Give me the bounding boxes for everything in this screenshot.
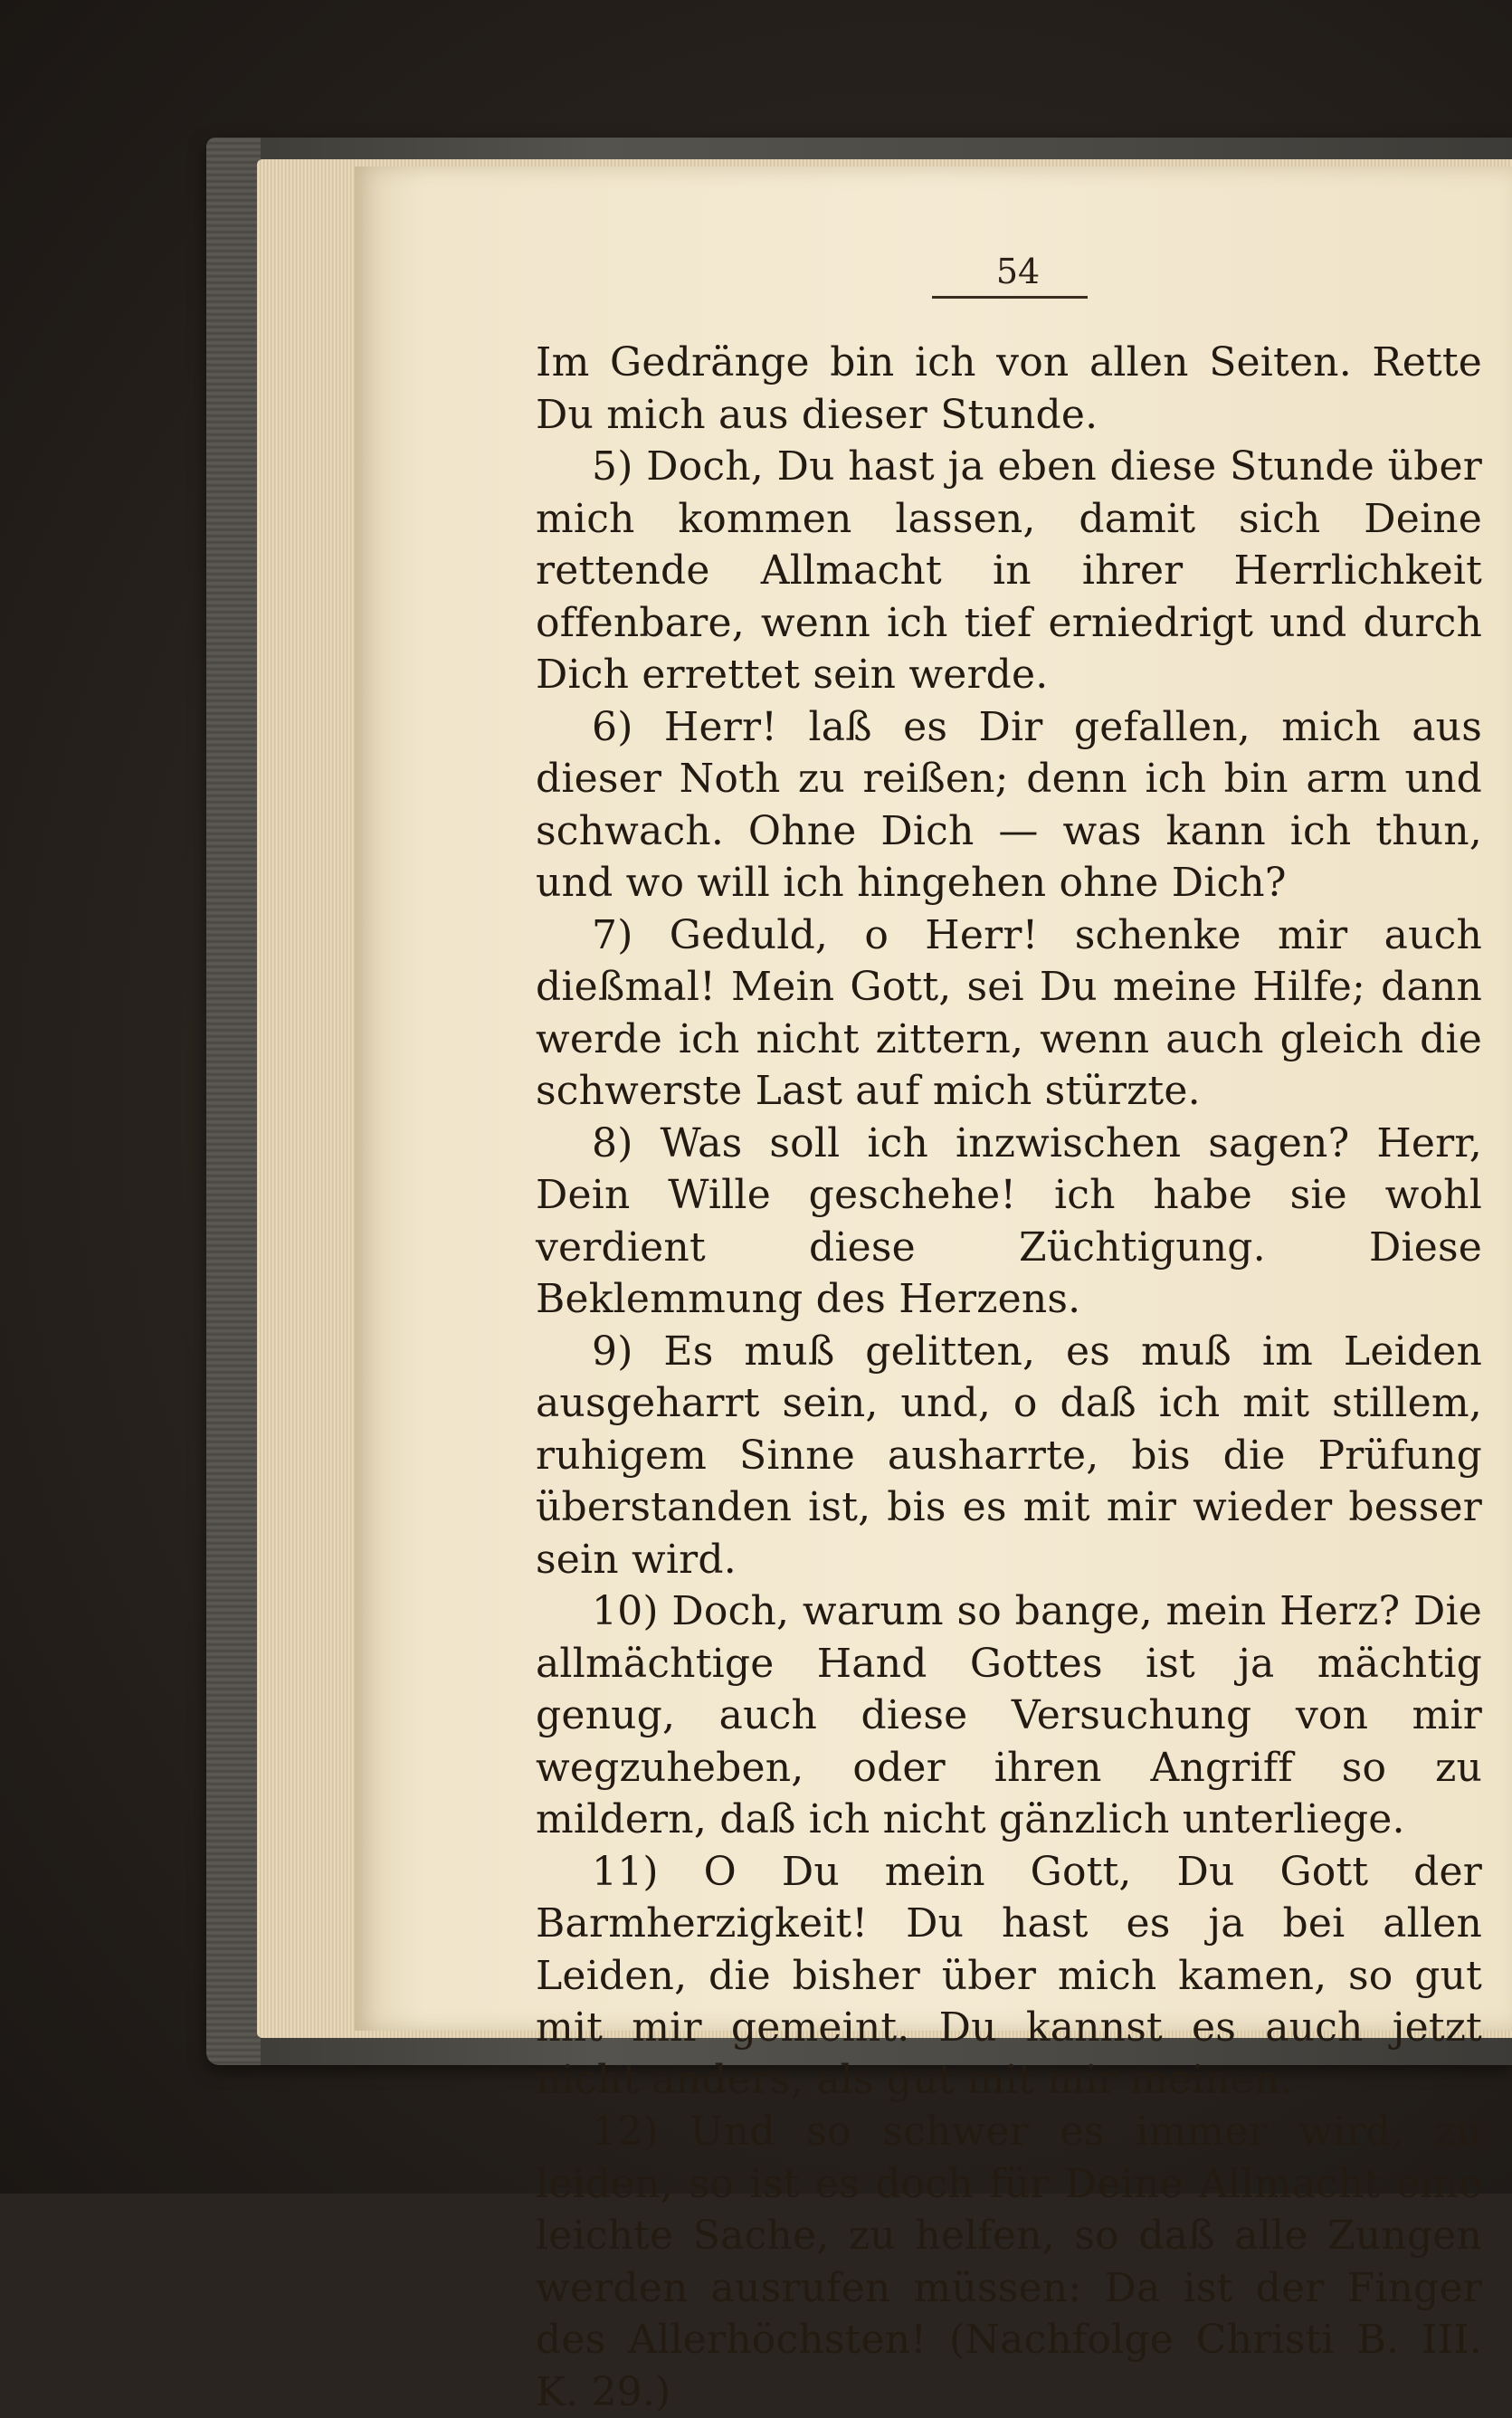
paragraph-12: 12) Und so schwer es immer wird, zu leiden, so ist es doch für Deine Allmacht eine leichte Sache, zu helfen, so daß alle Zungen werden ausrufen müssen: Da ist der Finger des Allerhöchsten! (Nachfolge Christi B. III. K. 29.) xyxy=(536,2109,1482,2415)
paragraph-5: 5) Doch, Du hast ja eben diese Stunde über mich kommen lassen, damit sich Deine rettende Allmacht in ihrer Herrlichkeit offenbare, wenn ich tief erniedrigt und durch Dich errettet sein werde. xyxy=(536,443,1482,698)
paragraph-continuation: Im Gedränge bin ich von allen Seiten. Rette Du mich aus dieser Stunde. xyxy=(536,339,1482,438)
paragraph-9: 9) Es muß gelitten, es muß im Leiden ausgeharrt sein, und, o daß ich mit stillem, ruhigem Sinne ausharrte, bis die Prüfung überstanden ist, bis es mit mir wieder besser sein wird. xyxy=(536,1328,1482,1583)
book-spine-edge xyxy=(206,138,261,2065)
page-number: 54 xyxy=(995,252,1041,291)
paragraph-11: 11) O Du mein Gott, Du Gott der Barmherzigkeit! Du hast es ja bei allen Leiden, die bisher über mich kamen, so gut mit mir gemeint. Du kannst es auch jetzt nicht anders, als gut mit mir meinen. xyxy=(536,1848,1482,2103)
paragraph-7: 7) Geduld, o Herr! schenke mir auch dießmal! Mein Gott, sei Du meine Hilfe; dann werde ich nicht zittern, wenn auch gleich die schwerste Last auf mich stürzte. xyxy=(536,911,1482,1114)
header-rule xyxy=(932,296,1088,299)
paragraph-8: 8) Was soll ich inzwischen sagen? Herr, Dein Wille geschehe! ich habe sie wohl verdient diese Züchtigung. Diese Beklemmung des Herzens. xyxy=(536,1119,1482,1322)
paragraph-6: 6) Herr! laß es Dir gefallen, mich aus dieser Noth zu reißen; denn ich bin arm und schwach. Ohne Dich — was kann ich thun, und wo will ich hingehen ohne Dich? xyxy=(536,703,1482,906)
page-text xyxy=(536,337,1482,2418)
paragraph-10: 10) Doch, warum so bange, mein Herz? Die allmächtige Hand Gottes ist ja mächtig genug, auch diese Versuchung von mir wegzuheben, oder ihren Angriff so zu mildern, daß ich nicht gänzlich unterliege. xyxy=(536,1588,1482,1842)
